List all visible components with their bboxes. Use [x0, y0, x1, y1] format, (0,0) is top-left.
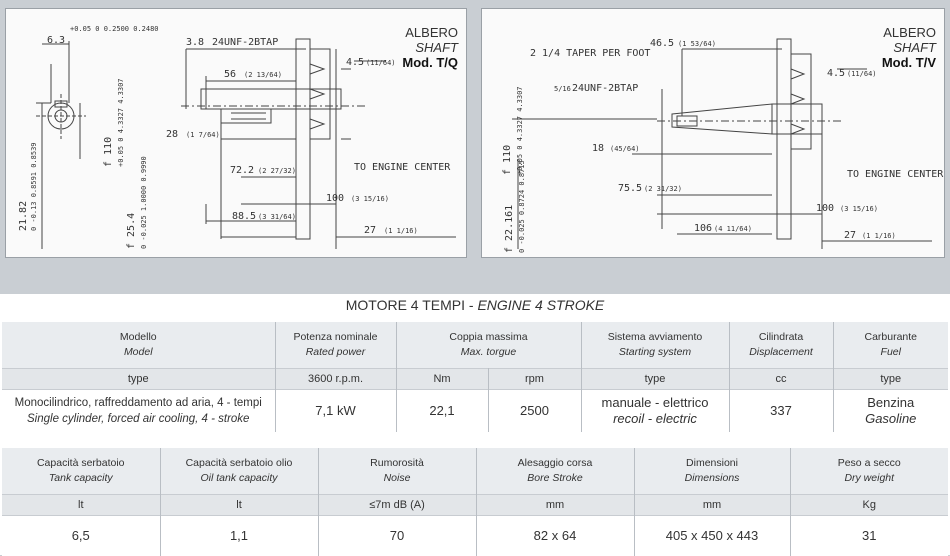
table2-unit-row [2, 495, 948, 516]
dim-left-d4-frac: (2 13/64) [244, 71, 282, 79]
dim-right-d8: 100 [816, 203, 834, 214]
value-bore-stroke: 82 x 64 [476, 516, 634, 556]
dim-right-d3-frac: (11/64) [847, 70, 877, 78]
dim-left-d10-frac: (3 15/16) [351, 195, 389, 203]
left-shaft-drawing [5, 8, 467, 258]
dim-right-d3: 4.5 [827, 68, 845, 79]
right-flange [777, 39, 791, 239]
header-dry-weight: Peso a secco Dry weight [790, 448, 948, 495]
dim-right-taper: 2 1/4 TAPER PER FOOT [530, 48, 650, 59]
spec-title-it: MOTORE 4 TEMPI [346, 297, 465, 313]
right-title-it: ALBERO [882, 25, 936, 40]
unit-noise: ≤7m dB (A) [318, 495, 476, 516]
value-displacement: 337 [729, 390, 833, 433]
header-displacement: Cilindrata Displacement [729, 322, 833, 369]
value-power: 7,1 kW [275, 390, 396, 433]
dim-right-d7-frac: (2 31/32) [644, 185, 682, 193]
right-shaft-diagram [482, 9, 944, 257]
value-starting: manuale - elettrico recoil - electric [581, 390, 729, 433]
dim-right-d1-frac: (1 53/64) [678, 40, 716, 48]
value-fuel: Benzina Gasoline [833, 390, 948, 433]
dim-right-d5-frac: (45/64) [610, 145, 640, 153]
dim-left-d5-tol: +0.05 0 4.3327 4.3307 [117, 78, 125, 167]
dim-left-d6-frac: (1 7/64) [186, 131, 220, 139]
unit-torque-nm: Nm [396, 369, 488, 390]
spec-title [0, 297, 950, 313]
header-noise: Rumorosità Noise [318, 448, 476, 495]
dim-right-thread: 24UNF-2BTAP [572, 83, 638, 94]
value-tank: 6,5 [2, 516, 160, 556]
flange [296, 39, 310, 239]
header-oil-tank: Capacità serbatoio olio Oil tank capacity [160, 448, 318, 495]
header-bore-stroke: Alesaggio corsa Bore Stroke [476, 448, 634, 495]
value-weight: 31 [790, 516, 948, 556]
unit-fuel: type [833, 369, 948, 390]
unit-power: 3600 r.p.m. [275, 369, 396, 390]
left-title-it: ALBERO [402, 25, 458, 40]
header-dimensions: Dimensioni Dimensions [634, 448, 790, 495]
unit-starting: type [581, 369, 729, 390]
dim-left-d9-frac: (2 27/32) [258, 167, 296, 175]
dim-right-note: TO ENGINE CENTER [847, 169, 944, 180]
unit-bore-stroke: mm [476, 495, 634, 516]
dim-right-d8-frac: (3 15/16) [840, 205, 878, 213]
value-noise: 70 [318, 516, 476, 556]
dim-left-d11-frac: (3 31/64) [258, 213, 296, 221]
dim-left-d12-frac: (1 1/16) [384, 227, 418, 235]
dim-left-d6: 28 [166, 129, 178, 140]
unit-torque-rpm: rpm [488, 369, 581, 390]
unit-dimensions: mm [634, 495, 790, 516]
dim-left-d9: 72.2 [230, 165, 254, 176]
header-max-torque: Coppia massima Max. torgue [396, 322, 581, 369]
unit-displacement: cc [729, 369, 833, 390]
dim-left-d3: 4.5 [346, 57, 364, 68]
unit-model: type [2, 369, 275, 390]
table1-value-row [2, 390, 948, 433]
header-fuel: Carburante Fuel [833, 322, 948, 369]
dim-left-d8: f 25.4 [126, 213, 137, 249]
left-drawing-title [402, 25, 458, 70]
spec-title-sep: - [469, 297, 474, 313]
dim-right-d6: f 22.161 [504, 205, 515, 253]
header-tank-capacity: Capacità serbatoio Tank capacity [2, 448, 160, 495]
spec-table-1 [2, 322, 948, 432]
dim-left-d1-tol: +0.05 0 0.2500 0.2480 [70, 25, 159, 33]
header-rated-power: Potenza nominale Rated power [275, 322, 396, 369]
right-shaft-drawing [481, 8, 945, 258]
value-model: Monocilindrico, raffreddamento ad aria, 4 - tempi Single cylinder, forced air cooling, 4 - stroke [2, 390, 275, 433]
dim-right-d1: 46.5 [650, 38, 674, 49]
dim-left-thread: 24UNF-2BTAP [212, 37, 278, 48]
dim-right-d4: f 110 [502, 145, 513, 175]
header-starting-system: Sistema avviamento Starting system [581, 322, 729, 369]
dim-left-d10: 100 [326, 193, 344, 204]
dim-left-d7: 21.82 [18, 201, 29, 231]
value-oil-tank: 1,1 [160, 516, 318, 556]
table2-value-row [2, 516, 948, 556]
table2-header-row [2, 448, 948, 495]
table1-unit-row [2, 369, 948, 390]
dim-right-d4-tol: +0.05 0 4.3327 4.3307 [516, 86, 524, 175]
right-drawing-title [882, 25, 936, 70]
dim-left-d11: 88.5 [232, 211, 256, 222]
dim-left-d8-tol: 0 -0.025 1.0000 0.9990 [140, 156, 148, 249]
dim-left-d2: 3.8 [186, 37, 204, 48]
right-model: Mod. T/V [882, 55, 936, 70]
spec-table-2 [2, 448, 948, 556]
dim-right-d9: 106 [694, 223, 712, 234]
dim-left-d5: f 110 [103, 137, 114, 167]
spec-title-en: ENGINE 4 STROKE [477, 297, 604, 313]
dim-right-d7: 75.5 [618, 183, 642, 194]
right-title-en: SHAFT [882, 40, 936, 55]
header-model: Modello Model [2, 322, 275, 369]
unit-tank: lt [2, 495, 160, 516]
dim-right-d10-frac: (1 1/16) [862, 232, 896, 240]
dim-left-note: TO ENGINE CENTER [354, 162, 451, 173]
dim-left-d7-tol: 0 -0.13 0.8591 0.8539 [30, 142, 38, 231]
unit-weight: Kg [790, 495, 948, 516]
dim-right-d2: 5/16 [554, 85, 571, 93]
value-torque-rpm: 2500 [488, 390, 581, 433]
dim-left-d4: 56 [224, 69, 236, 80]
dim-right-d10: 27 [844, 230, 856, 241]
unit-oil-tank: lt [160, 495, 318, 516]
dim-left-d3-frac: (11/64) [366, 59, 396, 67]
dim-right-d6-tol: 0 -0.025 0.8724 0.8715 [518, 160, 526, 253]
dim-left-d1: 6.3 [47, 35, 65, 46]
table1-header-row [2, 322, 948, 369]
dim-left-d12: 27 [364, 225, 376, 236]
left-title-en: SHAFT [402, 40, 458, 55]
dim-right-d5: 18 [592, 143, 604, 154]
tapered-shaft [672, 104, 772, 134]
value-torque-nm: 22,1 [396, 390, 488, 433]
left-shaft-diagram [6, 9, 466, 257]
value-dimensions: 405 x 450 x 443 [634, 516, 790, 556]
dim-right-d9-frac: (4 11/64) [714, 225, 752, 233]
left-model: Mod. T/Q [402, 55, 458, 70]
